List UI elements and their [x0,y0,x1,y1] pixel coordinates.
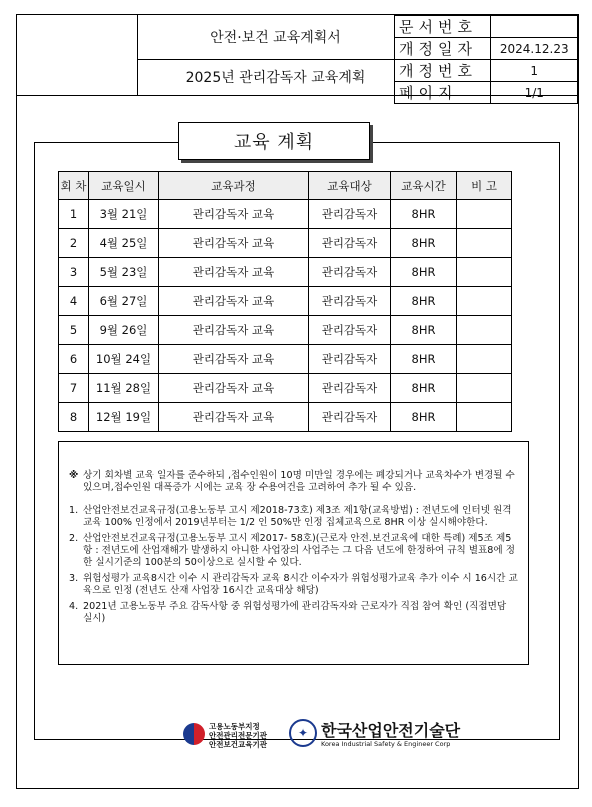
cell-remarks [457,316,512,345]
list-item-number: 1. [69,504,79,516]
cell-round: 5 [59,316,89,345]
col-header-hours: 교육시간 [391,172,457,200]
document-page [16,14,579,789]
cell-date: 10월 24일 [89,345,159,374]
cell-round: 1 [59,200,89,229]
designation-line: 고용노동부지정 [209,722,260,731]
table-row [59,403,512,432]
cell-hours: 8HR [391,287,457,316]
cell-date: 3월 21일 [89,200,159,229]
document-title: 안전·보건 교육계획서 [138,15,413,60]
cell-remarks [457,403,512,432]
cell-course: 관리감독자 교육 [159,316,309,345]
cell-round: 4 [59,287,89,316]
cell-target: 관리감독자 [309,403,391,432]
meta-value [491,16,578,38]
cell-target: 관리감독자 [309,345,391,374]
cell-round: 3 [59,258,89,287]
cell-hours: 8HR [391,200,457,229]
cell-date: 4월 25일 [89,229,159,258]
cell-round: 2 [59,229,89,258]
cell-course: 관리감독자 교육 [159,345,309,374]
designation-line: 안전보건교육기관 [209,740,267,749]
list-item-number: 3. [69,572,79,584]
meta-label: 페이지 [395,82,491,104]
list-item-text: 위험성평가 교육8시간 이수 시 관리감독자 교육 8시간 이수자가 위험성평가교육 추가 이수 시 16시간 교육으로 인정 (전년도 산재 사업장 16시간 교육대상 해당) [83,572,518,597]
cell-course: 관리감독자 교육 [159,258,309,287]
cell-course: 관리감독자 교육 [159,229,309,258]
meta-value: 2024.12.23 [491,38,578,60]
cell-hours: 8HR [391,229,457,258]
cell-hours: 8HR [391,258,457,287]
cell-date: 6월 27일 [89,287,159,316]
document-meta-table [394,15,578,104]
meta-label: 개정일자 [395,38,491,60]
table-row [59,345,512,374]
reference-mark: ※ [69,470,79,481]
list-item [69,505,518,530]
cell-remarks [457,229,512,258]
footer-logos [177,718,477,758]
col-header-course: 교육과정 [159,172,309,200]
cell-date: 5월 23일 [89,258,159,287]
table-header-row [59,172,512,200]
cell-remarks [457,258,512,287]
list-item-number: 4. [69,600,79,612]
meta-row [395,38,578,60]
cell-target: 관리감독자 [309,316,391,345]
designation-text [209,722,267,749]
table-row [59,229,512,258]
meta-row [395,16,578,38]
list-item [69,573,518,598]
cell-target: 관리감독자 [309,258,391,287]
table-row [59,258,512,287]
meta-label: 개정번호 [395,60,491,82]
list-item-text: 산업안전보건교육규정(고용노동부 고시 제2018-73호) 제3조 제1항(교육방법) : 전년도에 인터넷 원격교육 100% 인정에서 2019년부터는 1/2 인 50%만 인정 집체교육으로 8HR 이상 실시해야한다. [83,504,512,529]
meta-row [395,82,578,104]
cell-course: 관리감독자 교육 [159,287,309,316]
section-banner: 교육 계획 [178,122,370,160]
table-row [59,287,512,316]
company-english-name: Korea Industrial Safety & Engineer Corp [321,740,451,748]
cell-course: 관리감독자 교육 [159,200,309,229]
meta-value: 1 [491,60,578,82]
plan-title: 2025년 관리감독자 교육계획 [185,70,366,86]
table-row [59,200,512,229]
list-item-text: 산업안전보건교육규정(고용노동부 고시 제2017- 58호)(근로자 안전.보건교육에 대한 특례) 제5조 제5항 : 전년도에 산업재해가 발생하지 아니한 사업장의 사업주는 그 다음 년도에 한정하여 규칙 별표8에 정한 실시기준의 100분의 50이상으로 실시할 수 있다. [83,532,515,569]
cell-remarks [457,345,512,374]
cell-hours: 8HR [391,316,457,345]
list-item [69,533,518,570]
cell-date: 9월 26일 [89,316,159,345]
col-header-remarks: 비 고 [457,172,512,200]
list-item [69,601,518,626]
cell-hours: 8HR [391,403,457,432]
meta-label: 문서번호 [395,16,491,38]
notice-text: 상기 회차별 교육 일자를 준수하되 ,접수인원이 10명 미만일 경우에는 폐강되거나 교육차수가 변경될 수 있으며,접수인원 대폭증가 시에는 교육 장 수용여건을 고려하여 추가 될 수 있음. [83,470,515,494]
table-row [59,374,512,403]
cell-target: 관리감독자 [309,374,391,403]
cell-round: 7 [59,374,89,403]
cell-remarks [457,287,512,316]
table-row [59,316,512,345]
meta-value: 1/1 [491,82,578,104]
notes-box [58,441,529,665]
header-divider [17,95,578,96]
cell-hours: 8HR [391,374,457,403]
cell-round: 8 [59,403,89,432]
list-item-text: 2021년 고용노동부 주요 감독사항 중 위험성평가에 관리감독자와 근로자가 직접 참여 확인 (직접면담 실시) [83,600,507,625]
company-logo-icon: ✦ [289,719,317,747]
notice-paragraph [69,470,518,495]
government-emblem-icon [183,723,205,745]
cell-round: 6 [59,345,89,374]
company-name: 한국산업안전기술단 [321,721,461,740]
designation-line: 안전관리전문기관 [209,731,267,740]
cell-target: 관리감독자 [309,287,391,316]
cell-target: 관리감독자 [309,229,391,258]
cell-date: 12월 19일 [89,403,159,432]
cell-hours: 8HR [391,345,457,374]
cell-date: 11월 28일 [89,374,159,403]
cell-course: 관리감독자 교육 [159,374,309,403]
schedule-table [58,171,512,432]
col-header-target: 교육대상 [309,172,391,200]
cell-course: 관리감독자 교육 [159,403,309,432]
header-title-box [137,15,413,95]
cell-target: 관리감독자 [309,200,391,229]
list-item-number: 2. [69,532,79,544]
cell-remarks [457,200,512,229]
cell-remarks [457,374,512,403]
meta-row [395,60,578,82]
col-header-round: 회 차 [59,172,89,200]
col-header-date: 교육일시 [89,172,159,200]
